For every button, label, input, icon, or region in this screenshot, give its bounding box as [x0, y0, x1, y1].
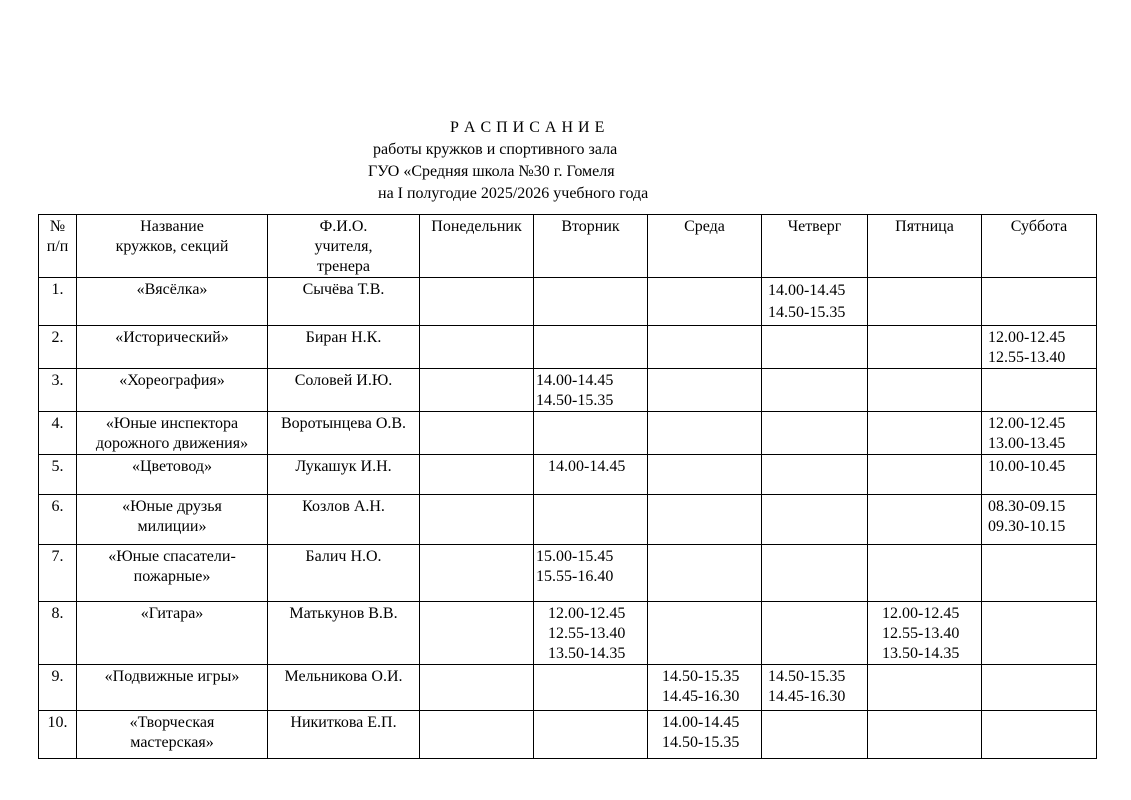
- time-slot: 13.50-14.35: [882, 645, 960, 662]
- club-name: [77, 711, 268, 759]
- club-name: [77, 369, 268, 412]
- schedule-cell-friday: [868, 369, 982, 412]
- schedule-cell-friday: [868, 455, 982, 495]
- teacher-name: Воротынцева О.В.: [268, 412, 420, 455]
- club-name-line: «Исторический»: [115, 329, 229, 346]
- schedule-cell-wednesday: [648, 711, 762, 759]
- time-slot: 14.45-16.30: [662, 688, 740, 705]
- schedule-cell-saturday: [982, 711, 1097, 759]
- table-row: [39, 412, 1097, 455]
- teacher-name: Балич Н.О.: [268, 545, 420, 602]
- club-name: [77, 412, 268, 455]
- header-row: [39, 215, 1097, 278]
- schedule-cell-monday: [420, 495, 534, 545]
- header-teacher-line: Ф.И.О.: [319, 218, 368, 235]
- club-name: [77, 545, 268, 602]
- period-caption: на I полугодие 2025/2026 учебного года: [378, 185, 649, 202]
- time-slot: 13.50-14.35: [548, 645, 626, 662]
- row-number: 9.: [39, 665, 77, 711]
- schedule-cell-friday: [868, 545, 982, 602]
- schedule-cell-thursday: [762, 495, 868, 545]
- time-slot: 14.00-14.45: [548, 458, 626, 475]
- schedule-cell-thursday: [762, 545, 868, 602]
- schedule-cell-saturday: [982, 495, 1097, 545]
- row-number: 8.: [39, 602, 77, 665]
- teacher-name: Никиткова Е.П.: [268, 711, 420, 759]
- table-row: [39, 545, 1097, 602]
- schedule-cell-saturday: [982, 369, 1097, 412]
- schedule-table: [38, 214, 1097, 759]
- club-name-line: «Подвижные игры»: [104, 668, 240, 685]
- time-slot: 12.00-12.45: [548, 605, 626, 622]
- schedule-cell-tuesday: [534, 455, 648, 495]
- table-row: [39, 455, 1097, 495]
- schedule-cell-saturday: [982, 545, 1097, 602]
- time-slot: 14.50-15.35: [536, 392, 614, 409]
- header-teacher: [268, 215, 420, 278]
- schedule-cell-friday: [868, 412, 982, 455]
- schedule-cell-wednesday: [648, 545, 762, 602]
- header-tuesday: Вторник: [534, 215, 648, 278]
- schedule-cell-thursday: [762, 369, 868, 412]
- time-slot: 14.50-15.35: [768, 668, 846, 685]
- header-thursday: Четверг: [762, 215, 868, 278]
- schedule-cell-monday: [420, 665, 534, 711]
- row-number: 5.: [39, 455, 77, 495]
- schedule-cell-wednesday: [648, 495, 762, 545]
- club-name-line: «Цветовод»: [131, 458, 213, 475]
- teacher-name: Биран Н.К.: [268, 326, 420, 369]
- schedule-cell-saturday: [982, 412, 1097, 455]
- table-row: [39, 495, 1097, 545]
- schedule-cell-tuesday: [534, 665, 648, 711]
- row-number: 3.: [39, 369, 77, 412]
- time-slot: 15.55-16.40: [536, 568, 614, 585]
- row-number: 10.: [39, 711, 77, 759]
- time-slot: 14.00-14.45: [662, 714, 740, 731]
- schedule-cell-saturday: [982, 326, 1097, 369]
- table-row: [39, 665, 1097, 711]
- schedule-cell-tuesday: [534, 495, 648, 545]
- school-name: ГУО «Средняя школа №30 г. Гомеля: [368, 163, 615, 180]
- document-subtitle: работы кружков и спортивного зала: [373, 141, 618, 158]
- club-name-line: «Хореография»: [119, 372, 225, 389]
- club-name-line: мастерская»: [130, 734, 214, 751]
- teacher-name: Козлов А.Н.: [268, 495, 420, 545]
- schedule-cell-monday: [420, 455, 534, 495]
- table-row: [39, 711, 1097, 759]
- schedule-cell-thursday: [762, 711, 868, 759]
- table-row: [39, 278, 1097, 326]
- club-name-line: «Юные инспектора: [105, 415, 239, 432]
- schedule-cell-wednesday: [648, 326, 762, 369]
- row-number: 7.: [39, 545, 77, 602]
- row-number: 4.: [39, 412, 77, 455]
- schedule-cell-monday: [420, 369, 534, 412]
- schedule-cell-tuesday: [534, 602, 648, 665]
- schedule-cell-thursday: [762, 455, 868, 495]
- schedule-cell-saturday: [982, 602, 1097, 665]
- table-row: [39, 326, 1097, 369]
- club-name-line: «Вясёлка»: [136, 281, 208, 298]
- time-slot: 14.50-15.35: [662, 668, 740, 685]
- time-slot: 12.00-12.45: [882, 605, 960, 622]
- club-name-line: «Юные спасатели-: [108, 548, 236, 565]
- schedule-cell-friday: [868, 602, 982, 665]
- schedule-cell-saturday: [982, 278, 1097, 326]
- header-name: [77, 215, 268, 278]
- schedule-cell-thursday: [762, 602, 868, 665]
- header-name-line: кружков, секций: [115, 238, 229, 255]
- schedule-cell-wednesday: [648, 455, 762, 495]
- row-number: 1.: [39, 278, 77, 326]
- schedule-cell-wednesday: [648, 369, 762, 412]
- header-monday: Понедельник: [420, 215, 534, 278]
- row-number: 6.: [39, 495, 77, 545]
- header-num-line: №: [49, 218, 66, 235]
- teacher-name: Лукашук И.Н.: [268, 455, 420, 495]
- schedule-cell-wednesday: [648, 602, 762, 665]
- teacher-name: Сычёва Т.В.: [268, 278, 420, 326]
- club-name-line: дорожного движения»: [95, 435, 249, 452]
- club-name-line: «Творческая: [129, 714, 215, 731]
- time-slot: 14.00-14.45: [536, 372, 614, 389]
- club-name-line: милиции»: [137, 518, 207, 535]
- schedule-cell-thursday: [762, 665, 868, 711]
- schedule-cell-wednesday: [648, 665, 762, 711]
- schedule-cell-monday: [420, 711, 534, 759]
- schedule-cell-monday: [420, 412, 534, 455]
- schedule-cell-friday: [868, 278, 982, 326]
- header-saturday: Суббота: [982, 215, 1097, 278]
- schedule-cell-monday: [420, 545, 534, 602]
- teacher-name: Мельникова О.И.: [268, 665, 420, 711]
- row-number: 2.: [39, 326, 77, 369]
- time-slot: 10.00-10.45: [988, 458, 1066, 475]
- schedule-cell-tuesday: [534, 412, 648, 455]
- schedule-cell-wednesday: [648, 412, 762, 455]
- club-name-line: «Гитара»: [140, 605, 204, 622]
- time-slot: 12.00-12.45: [988, 415, 1066, 432]
- schedule-cell-tuesday: [534, 278, 648, 326]
- teacher-name: Матькунов В.В.: [268, 602, 420, 665]
- club-name: [77, 326, 268, 369]
- header-teacher-line: учителя,: [314, 238, 373, 255]
- schedule-cell-tuesday: [534, 326, 648, 369]
- time-slot: 14.45-16.30: [768, 688, 846, 705]
- header-wednesday: Среда: [648, 215, 762, 278]
- schedule-cell-tuesday: [534, 711, 648, 759]
- table-row: [39, 602, 1097, 665]
- schedule-cell-friday: [868, 326, 982, 369]
- time-slot: 12.55-13.40: [988, 349, 1066, 366]
- schedule-cell-saturday: [982, 665, 1097, 711]
- club-name: [77, 278, 268, 326]
- time-slot: 12.55-13.40: [882, 625, 960, 642]
- time-slot: 15.00-15.45: [536, 548, 614, 565]
- time-slot: 14.50-15.35: [768, 304, 846, 321]
- club-name: [77, 602, 268, 665]
- club-name-line: «Юные друзья: [122, 498, 222, 515]
- header-teacher-line: тренера: [316, 258, 371, 275]
- time-slot: 14.00-14.45: [768, 282, 846, 299]
- time-slot: 14.50-15.35: [662, 734, 740, 751]
- schedule-cell-monday: [420, 278, 534, 326]
- table-row: [39, 369, 1097, 412]
- header-num-line: п/п: [46, 238, 69, 255]
- schedule-cell-tuesday: [534, 545, 648, 602]
- schedule-cell-tuesday: [534, 369, 648, 412]
- teacher-name: Соловей И.Ю.: [268, 369, 420, 412]
- header-friday: Пятница: [868, 215, 982, 278]
- document-title: Р А С П И С А Н И Е: [450, 119, 605, 136]
- club-name-line: пожарные»: [133, 568, 211, 585]
- schedule-cell-friday: [868, 711, 982, 759]
- header-num: [39, 215, 77, 278]
- time-slot: 08.30-09.15: [988, 498, 1066, 515]
- schedule-cell-monday: [420, 602, 534, 665]
- schedule-cell-wednesday: [648, 278, 762, 326]
- schedule-cell-thursday: [762, 278, 868, 326]
- club-name: [77, 455, 268, 495]
- schedule-cell-saturday: [982, 455, 1097, 495]
- time-slot: 13.00-13.45: [988, 435, 1066, 452]
- schedule-cell-thursday: [762, 326, 868, 369]
- club-name: [77, 665, 268, 711]
- schedule-cell-thursday: [762, 412, 868, 455]
- schedule-cell-monday: [420, 326, 534, 369]
- club-name: [77, 495, 268, 545]
- time-slot: 12.55-13.40: [548, 625, 626, 642]
- schedule-cell-friday: [868, 495, 982, 545]
- header-name-line: Название: [140, 218, 204, 235]
- schedule-cell-friday: [868, 665, 982, 711]
- time-slot: 09.30-10.15: [988, 518, 1066, 535]
- time-slot: 12.00-12.45: [988, 329, 1066, 346]
